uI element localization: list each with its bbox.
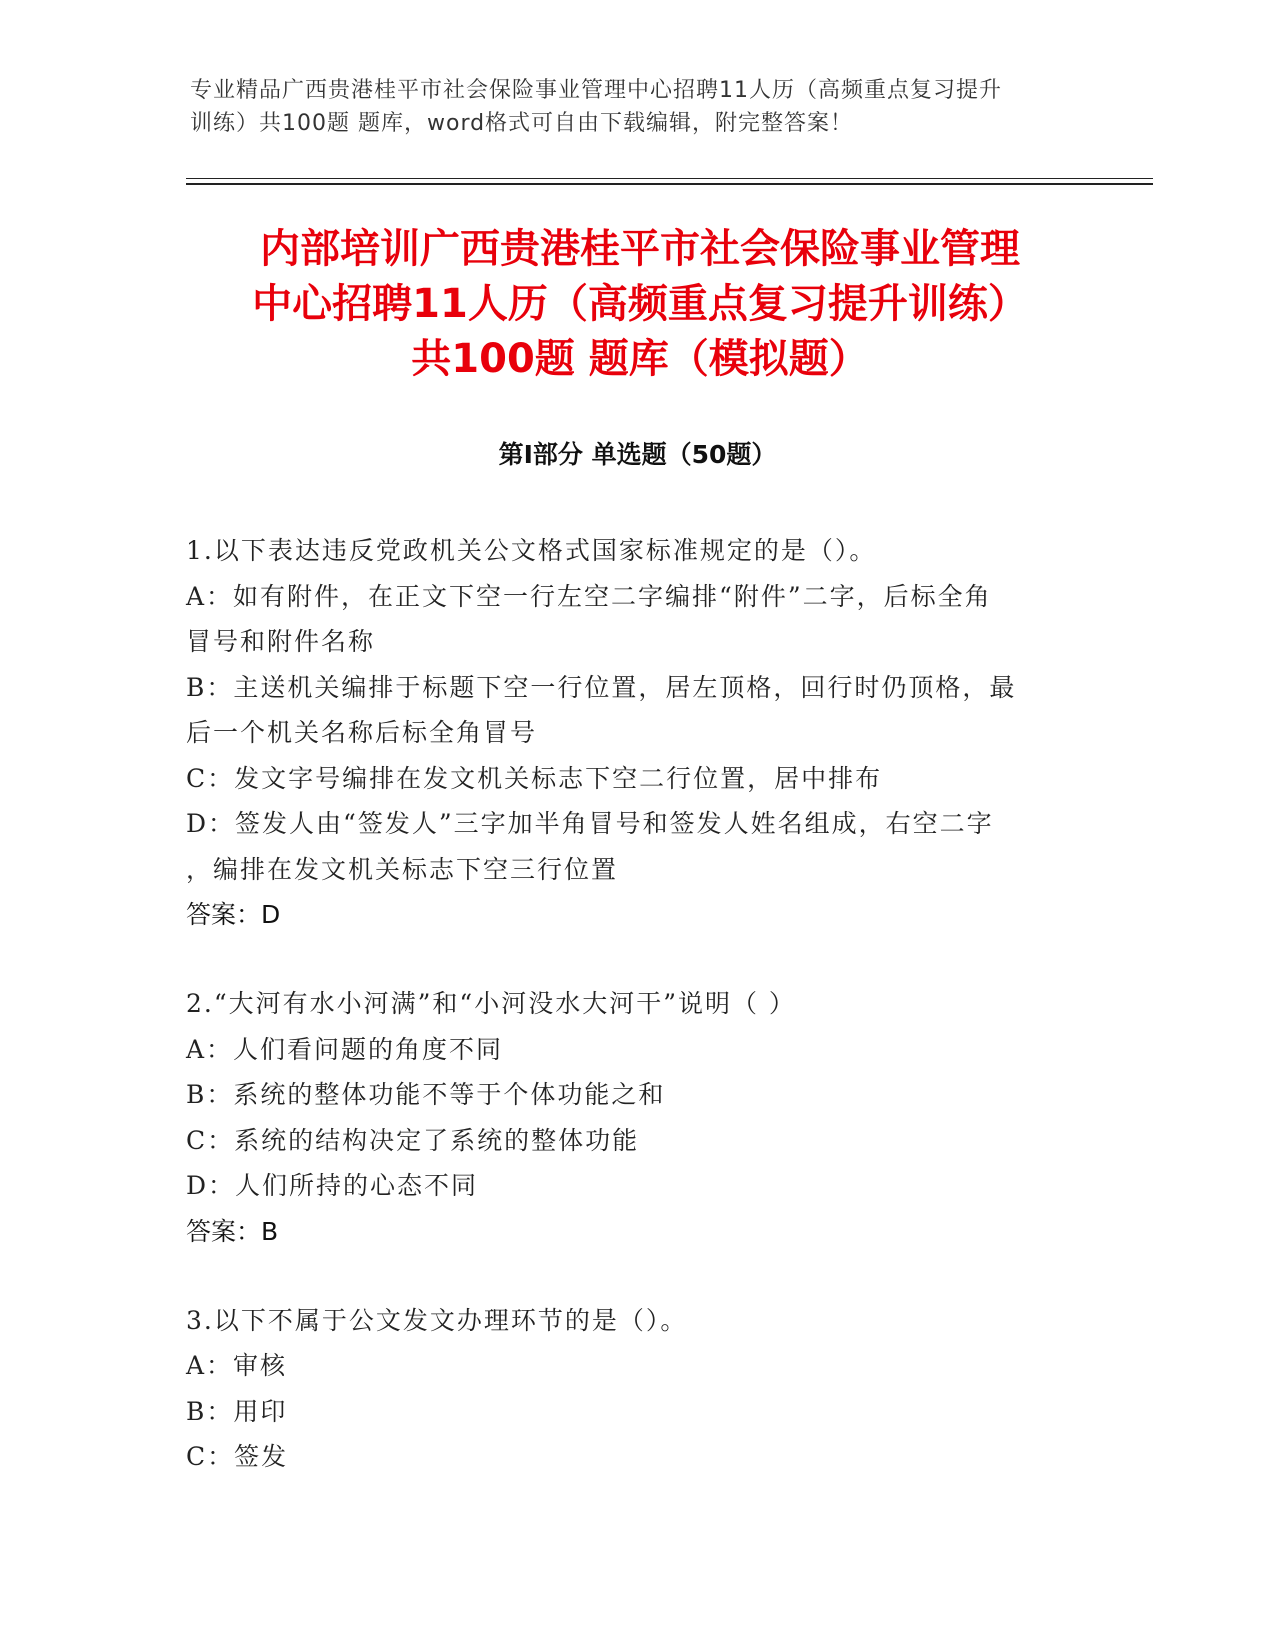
option-b: B：用印 [186,1396,288,1426]
question-3 [186,1298,1076,1480]
option-c: C：发文字号编排在发文机关标志下空二行位置，居中排布 [186,763,883,793]
option-a-continued: 冒号和附件名称 [186,627,376,656]
option-a: A：如有附件，在正文下空一行左空二字编排“附件”二字，后标全角 [186,581,992,611]
option-d: D：签发人由“签发人”三字加半角冒号和签发人姓名组成，右空二字 [186,809,994,838]
title-line: 内部培训广西贵港桂平市社会保险事业管理 [260,226,1020,272]
header-divider-thick [186,183,1153,185]
question-stem: 3.以下不属于公文发文办理环节的是（）。 [186,1305,688,1335]
option-d: D：人们所持的心态不同 [186,1171,479,1200]
section-heading: 第Ⅰ部分 单选题（50题） [498,440,777,469]
header-divider-thin [186,178,1153,179]
option-b-continued: 后一个机关名称后标全角冒号 [186,718,538,747]
question-1 [186,528,1076,937]
question-2 [186,981,1076,1254]
title-line: 中心招聘11人历（高频重点复习提升训练） [252,281,1028,327]
document-title [180,222,1100,387]
header-note-line: 训练）共100题 题库，word格式可自由下载编辑，附完整答案！ [190,111,854,136]
option-d-continued: ，编排在发文机关标志下空三行位置 [186,854,619,884]
question-stem: 1.以下表达违反党政机关公文格式国家标准规定的是（）。 [186,536,877,565]
option-c: C：签发 [186,1442,289,1471]
title-line: 共100题 题库（模拟题） [411,336,869,382]
question-stem: 2.“大河有水小河满”和“小河没水大河干”说明（ ） [186,989,796,1018]
option-a: A：人们看问题的角度不同 [186,1034,504,1064]
option-a: A：审核 [186,1351,288,1380]
option-b: B：主送机关编排于标题下空一行位置，居左顶格，回行时仍顶格，最 [186,672,1017,702]
header-note [190,74,1090,140]
answer-text: 答案：D [186,900,281,929]
question-list [186,528,1076,1524]
header-note-line: 专业精品广西贵港桂平市社会保险事业管理中心招聘11人历（高频重点复习提升 [190,78,1002,103]
answer-text: 答案：B [186,1216,279,1246]
option-c: C：系统的结构决定了系统的整体功能 [186,1125,640,1155]
option-b: B：系统的整体功能不等于个体功能之和 [186,1080,666,1109]
